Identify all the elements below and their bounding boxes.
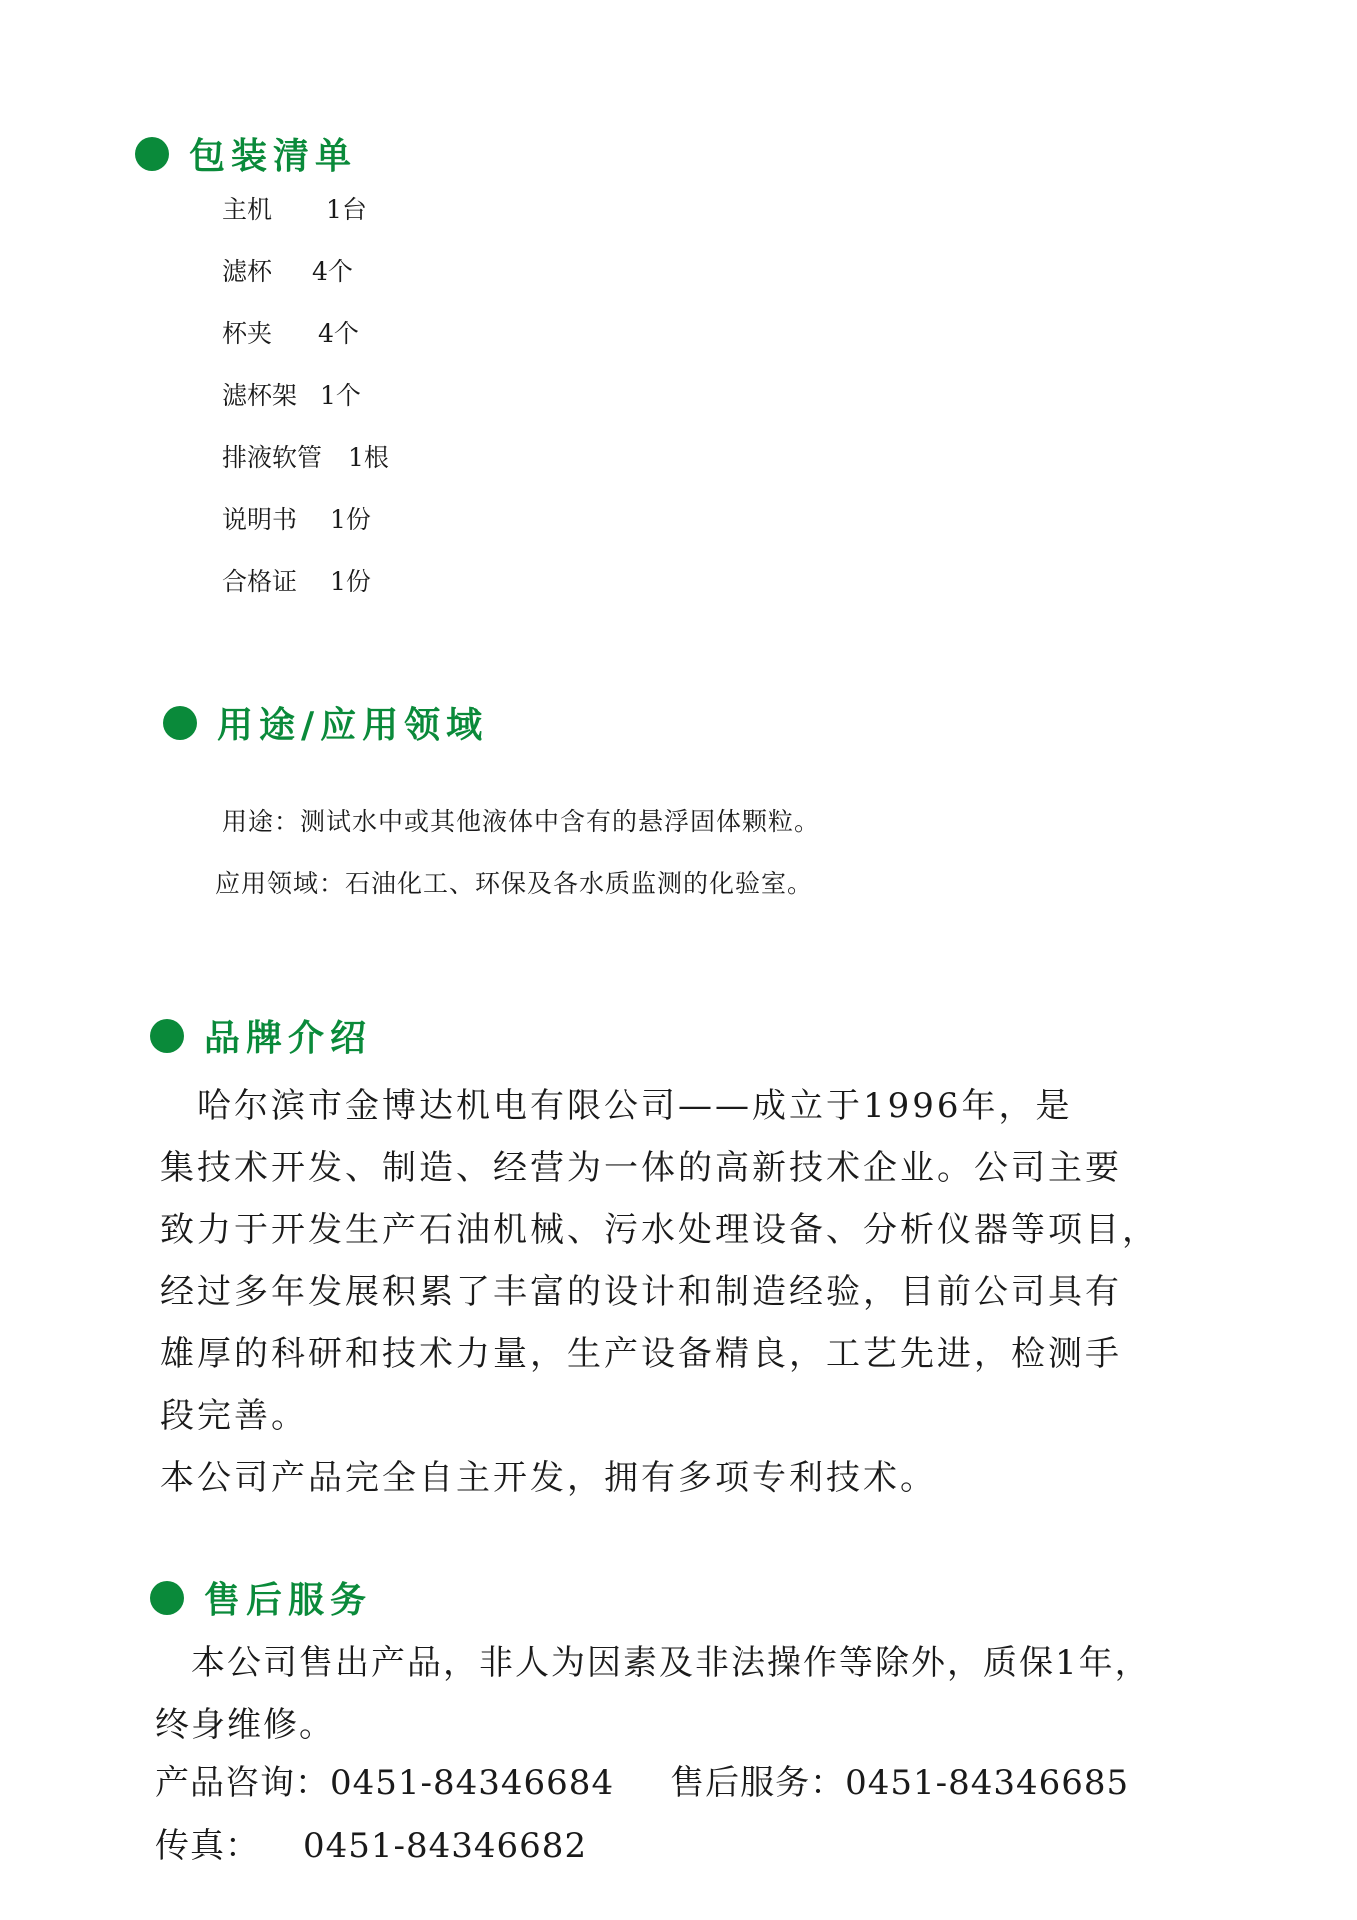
- contact-row-fax: [155, 1818, 587, 1867]
- aftersale-phone: 0451-84346685: [845, 1763, 1130, 1803]
- paragraph-line: 经过多年发展积累了丰富的设计和制造经验，目前公司具有: [160, 1272, 1122, 1312]
- list-item: 说明书 1份: [222, 505, 371, 534]
- paragraph-line: 终身维修。: [155, 1705, 335, 1745]
- paragraph-line: 雄厚的科研和技术力量，生产设备精良，工艺先进，检测手: [160, 1334, 1122, 1374]
- fax-phone: 0451-84346682: [303, 1826, 588, 1866]
- section-heading-brand: [150, 1010, 372, 1061]
- brand-paragraph: [160, 1075, 1200, 1509]
- section-heading-usage: [163, 697, 488, 748]
- usage-purpose: 用途：测试水中或其他液体中含有的悬浮固体颗粒。: [222, 807, 821, 836]
- section-title: 售后服务: [204, 1580, 373, 1621]
- service-paragraph: [155, 1632, 1255, 1756]
- paragraph-line: 段完善。: [160, 1396, 308, 1436]
- bullet-dot-icon: [150, 1581, 184, 1615]
- fax-label: 传真：: [155, 1826, 260, 1866]
- bullet-dot-icon: [163, 706, 197, 740]
- consult-phone: 0451-84346684: [330, 1763, 615, 1803]
- list-item: 滤杯 4个: [222, 257, 353, 286]
- packing-list: [222, 190, 389, 624]
- paragraph-line: 本公司售出产品，非人为因素及非法操作等除外，质保1年，: [155, 1643, 1151, 1683]
- list-item: 滤杯架 1个: [222, 381, 361, 410]
- paragraph-line: 哈尔滨市金博达机电有限公司——成立于1996年，是: [160, 1086, 1073, 1126]
- paragraph-line: 集技术开发、制造、经营为一体的高新技术企业。公司主要: [160, 1148, 1122, 1188]
- list-item: 排液软管 1根: [222, 443, 389, 472]
- section-heading-service: [150, 1572, 372, 1623]
- bullet-dot-icon: [150, 1019, 184, 1053]
- bullet-dot-icon: [135, 137, 169, 171]
- aftersale-label: 售后服务：: [670, 1763, 846, 1803]
- section-title: 用途/应用领域: [217, 705, 489, 746]
- paragraph-line: 致力于开发生产石油机械、污水处理设备、分析仪器等项目，: [160, 1210, 1159, 1250]
- section-heading-packing: [135, 128, 357, 179]
- consult-label: 产品咨询：: [155, 1763, 330, 1803]
- usage-fields: 应用领域：石油化工、环保及各水质监测的化验室。: [215, 869, 814, 898]
- section-title: 包装清单: [189, 136, 358, 177]
- list-item: 杯夹 4个: [222, 319, 359, 348]
- list-item: 主机 1台: [222, 195, 367, 224]
- contact-row-phones: [155, 1755, 1129, 1804]
- list-item: 合格证 1份: [222, 567, 371, 596]
- section-title: 品牌介绍: [204, 1018, 373, 1059]
- paragraph-line: 本公司产品完全自主开发，拥有多项专利技术。: [160, 1458, 937, 1498]
